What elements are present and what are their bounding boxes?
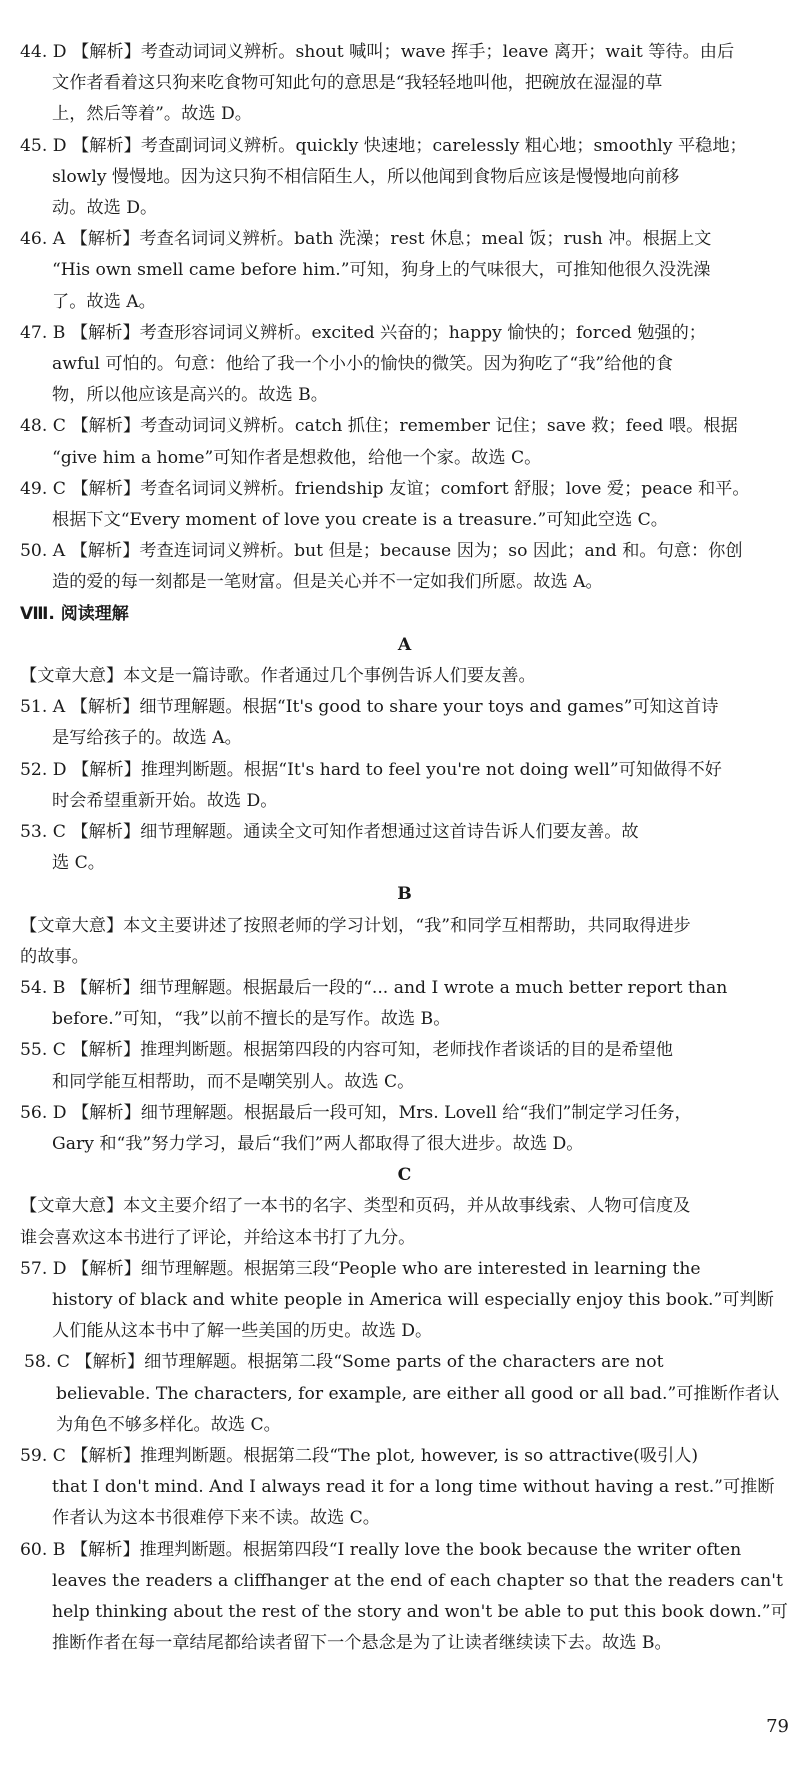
text-line: 根据下文“Every moment of love you create is a treasure.”可知此空选 C。 (52, 510, 668, 530)
text-line: 52. D 【解析】推理判断题。根据“It's hard to feel you're not doing well”可知做得不好 (20, 759, 722, 780)
text-line: 动。故选 D。 (52, 198, 158, 218)
text-line: help thinking about the rest of the story and won't be able to put this book down.”可 (52, 1602, 788, 1622)
text-line: slowly 慢慢地。因为这只狗不相信陌生人，所以他闻到食物后应该是慢慢地向前移 (52, 166, 680, 187)
text-line: 谁会喜欢这本书进行了评论，并给这本书打了九分。 (20, 1227, 416, 1248)
text-line: “give him a home”可知作者是想救他，给他一个家。故选 C。 (52, 447, 542, 468)
text-line: that I don't mind. And I always read it for a long time without having a rest.”可推断 (52, 1477, 775, 1498)
text-line: 人们能从这本书中了解一些美国的历史。故选 D。 (52, 1321, 433, 1342)
text-line: 46. A 【解析】考查名词词义辨析。bath 洗澡；rest 休息；meal 饭；rush 冲。根据上文 (20, 229, 712, 250)
text-line: leaves the readers a cliffhanger at the end of each chapter so that the readers can't (52, 1570, 783, 1591)
section-title: Ⅷ. 阅读理解 (20, 603, 129, 624)
text-line: 的故事。 (20, 946, 89, 967)
text-line: 造的爱的每一刻都是一笔财富。但是关心并不一定如我们所愿。故选 A。 (52, 572, 603, 593)
text-line: 上，然后等着”。故选 D。 (52, 104, 252, 125)
text-line: awful 可怕的。句意：他给了我一个小小的愉快的微笑。因为狗吃了“我”给他的食 (52, 354, 673, 374)
text-line: 49. C 【解析】考查名词词义辨析。friendship 友谊；comfort 舒服；love 爱；peace 和平。 (20, 478, 750, 499)
section-letter-heading: B (397, 884, 412, 905)
text-line: before.”可知，“我”以前不擅长的是写作。故选 B。 (52, 1009, 451, 1030)
text-line: 48. C 【解析】考查动词词义辨析。catch 抓住；remember 记住；save 救；feed 喂。根据 (20, 416, 738, 437)
text-line: 55. C 【解析】推理判断题。根据第四段的内容可知，老师找作者谈话的目的是希望他 (20, 1040, 673, 1061)
text-line: 51. A 【解析】细节理解题。根据“It's good to share your toys and games”可知这首诗 (20, 697, 719, 718)
text-line: 59. C 【解析】推理判断题。根据第二段“The plot, however, is so attractive(吸引人) (20, 1446, 699, 1466)
text-line: 物，所以他应该是高兴的。故选 B。 (52, 385, 328, 406)
text-line: 50. A 【解析】考查连词词义辨析。but 但是；because 因为；so 因此；and 和。句意：你创 (20, 541, 743, 562)
section-letter-heading: A (397, 634, 412, 655)
text-line: 作者认为这本书很难停下来不读。故选 C。 (52, 1508, 380, 1529)
text-line: 和同学能互相帮助，而不是嘲笑别人。故选 C。 (52, 1071, 415, 1092)
text-line: history of black and white people in America will especially enjoy this book.”可判断 (52, 1290, 774, 1310)
text-line: 44. D 【解析】考查动词词义辨析。shout 喊叫；wave 挥手；leave 离开；wait 等待。由后 (20, 42, 735, 62)
text-line: believable. The characters, for example, are either all good or all bad.”可推断作者认 (56, 1383, 780, 1404)
text-line: 58. C 【解析】细节理解题。根据第二段“Some parts of the characters are not (24, 1352, 664, 1373)
text-line: 了。故选 A。 (52, 291, 156, 312)
text-line: 推断作者在每一章结尾都给读者留下一个悬念是为了让读者继续读下去。故选 B。 (52, 1633, 672, 1654)
text-line: 54. B 【解析】细节理解题。根据最后一段的“... and I wrote a much better report than (20, 978, 728, 998)
text-line: 为角色不够多样化。故选 C。 (56, 1414, 281, 1435)
text-line: 57. D 【解析】细节理解题。根据第三段“People who are interested in learning the (20, 1258, 701, 1279)
page-number: 79 (766, 1716, 789, 1737)
text-line: 【文章大意】本文是一篇诗歌。作者通过几个事例告诉人们要友善。 (20, 666, 536, 686)
text-line: 【文章大意】本文主要介绍了一本书的名字、类型和页码，并从故事线索、人物可信度及 (20, 1196, 691, 1217)
text-line: 56. D 【解析】细节理解题。根据最后一段可知，Mrs. Lovell 给“我们”制定学习任务， (20, 1102, 692, 1123)
text-line: Gary 和“我”努力学习，最后“我们”两人都取得了很大进步。故选 D。 (52, 1134, 584, 1154)
text-line: 47. B 【解析】考查形容词词义辨析。excited 兴奋的；happy 愉快的；forced 勉强的； (20, 322, 706, 343)
text-line: 选 C。 (52, 853, 105, 874)
text-line: 时会希望重新开始。故选 D。 (52, 790, 278, 811)
text-line: 45. D 【解析】考查副词词义辨析。quickly 快速地；carelessly 粗心地；smoothly 平稳地； (20, 135, 747, 156)
text-line: 文作者看着这只狗来吃食物可知此句的意思是“我轻轻地叫他，把碗放在湿湿的草 (52, 73, 663, 94)
text-line: 【文章大意】本文主要讲述了按照老师的学习计划，“我”和同学互相帮助，共同取得进步 (20, 915, 691, 936)
text-line: 是写给孩子的。故选 A。 (52, 728, 242, 749)
text-line: 60. B 【解析】推理判断题。根据第四段“I really love the book because the writer often (20, 1539, 742, 1560)
section-letter-heading: C (397, 1165, 412, 1186)
text-line: “His own smell came before him.”可知，狗身上的气味很大，可推知他很久没洗澡 (52, 260, 711, 281)
text-line: 53. C 【解析】细节理解题。通读全文可知作者想通过这首诗告诉人们要友善。故 (20, 822, 639, 842)
